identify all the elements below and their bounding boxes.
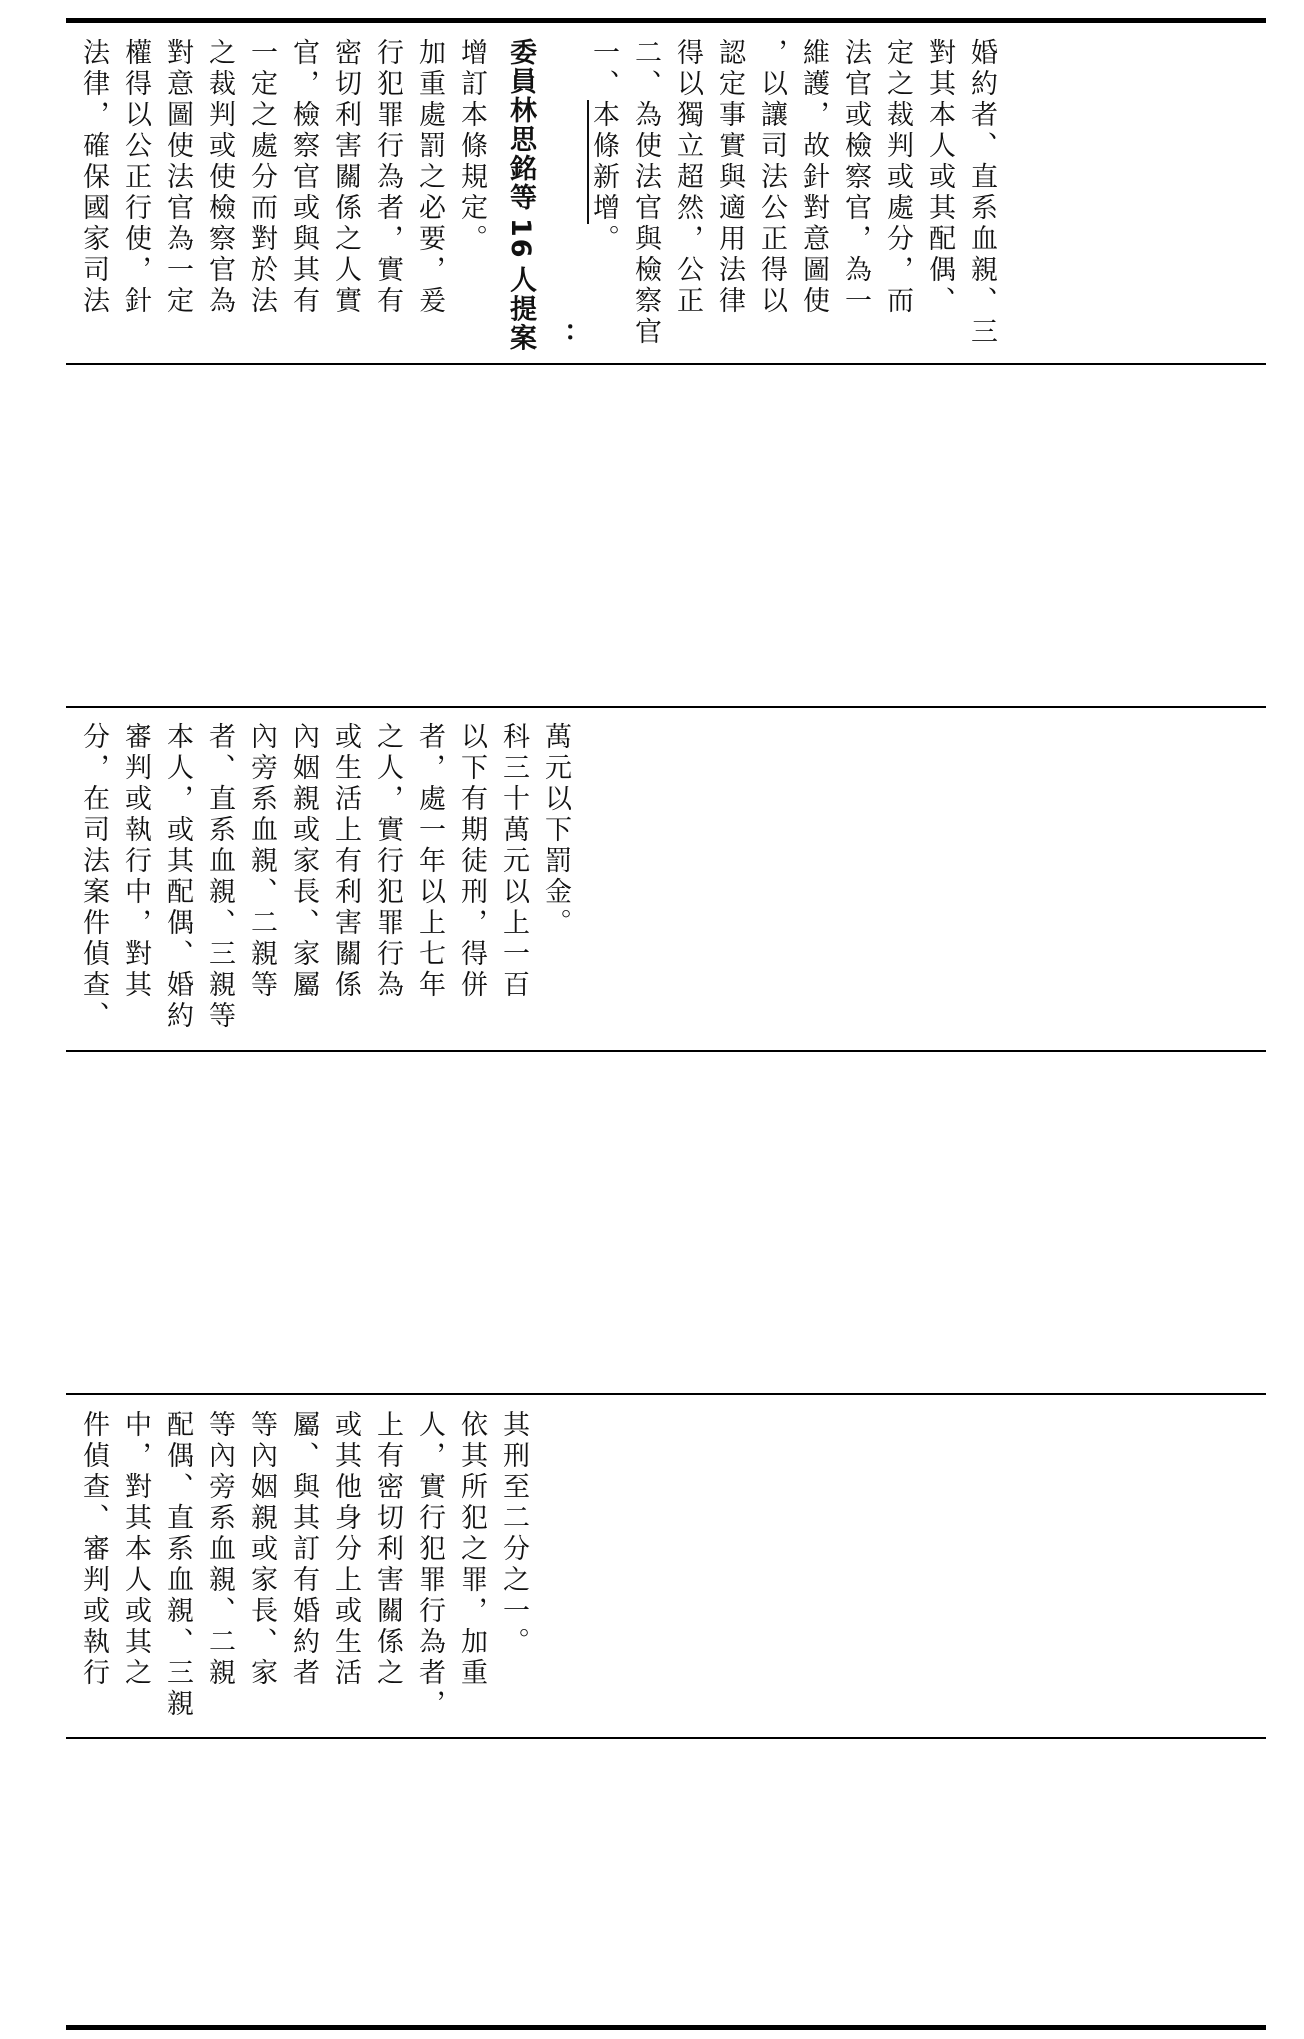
top-border-rule <box>66 18 1266 23</box>
note-item-1-prefix: 一、 <box>588 38 619 100</box>
text-column: 加重處罰之必要，爰 <box>414 38 445 317</box>
divider-rule-5 <box>66 1737 1266 1739</box>
text-column: 萬元以下罰金。 <box>540 722 571 939</box>
text-column: 維護，故針對意圖使 <box>798 38 829 317</box>
text-column: 依其所犯之罪，加重 <box>456 1410 487 1689</box>
text-column: 者、直系血親、三親等 <box>204 722 235 1032</box>
text-column: 等內旁系血親、二親 <box>204 1410 235 1689</box>
text-column: 二、為使法官與檢察官 <box>630 38 661 348</box>
proposer-count: 16 <box>505 218 536 260</box>
text-column: 對其本人或其配偶、 <box>924 38 955 317</box>
text-column: 法律，確保國家司法 <box>78 38 109 317</box>
text-column: 科三十萬元以上一百 <box>498 722 529 1001</box>
text-column: 內姻親或家長、家屬 <box>288 722 319 1001</box>
text-column: 得以獨立超然，公正 <box>672 38 703 317</box>
divider-rule-2 <box>66 706 1266 708</box>
text-column: 定之裁判或處分，而 <box>882 38 913 317</box>
text-column: 其刑至二分之一。 <box>498 1410 529 1658</box>
proposer-colon: ： <box>545 322 576 351</box>
text-column: 增訂本條規定。 <box>456 38 487 255</box>
text-column: 等內姻親或家長、家 <box>246 1410 277 1689</box>
text-column: 權得以公正行使，針 <box>120 38 151 317</box>
text-column: 以下有期徒刑，得併 <box>456 722 487 1001</box>
text-column: 本人，或其配偶、婚約 <box>162 722 193 1032</box>
text-column: 密切利害關係之人實 <box>330 38 361 317</box>
text-column: ，以讓司法公正得以 <box>756 38 787 317</box>
text-column: 人，實行犯罪行為者， <box>414 1410 445 1720</box>
note-item-1-underlined: 本條新增 <box>588 100 619 224</box>
text-column: 婚約者、直系血親、三 <box>966 38 997 348</box>
text-column: 或生活上有利害關係 <box>330 722 361 1001</box>
text-column: 之裁判或使檢察官為 <box>204 38 235 317</box>
proposer-heading <box>507 38 534 353</box>
text-column: 者，處一年以上七年 <box>414 722 445 1001</box>
divider-rule-4 <box>66 1393 1266 1395</box>
text-column: 認定事實與適用法律 <box>714 38 745 317</box>
proposer-heading-post: 人提案 <box>505 265 536 353</box>
text-column: 行犯罪行為者，實有 <box>372 38 403 317</box>
text-column: 之人，實行犯罪行為 <box>372 722 403 1001</box>
text-column: 中，對其本人或其之 <box>120 1410 151 1689</box>
note-item-1 <box>590 38 617 255</box>
text-column: 對意圖使法官為一定 <box>162 38 193 317</box>
text-column: 內旁系血親、二親等 <box>246 722 277 1001</box>
bottom-border-rule <box>66 2025 1266 2030</box>
proposer-heading-pre: 委員林思銘等 <box>505 38 536 212</box>
text-column: 配偶、直系血親、三親 <box>162 1410 193 1720</box>
text-column: 審判或執行中，對其 <box>120 722 151 1001</box>
text-column: 屬、與其訂有婚約者 <box>288 1410 319 1689</box>
note-item-1-suffix: 。 <box>588 224 619 255</box>
text-column: 官，檢察官或與其有 <box>288 38 319 317</box>
text-column: 一定之處分而對於法 <box>246 38 277 317</box>
text-column: 上有密切利害關係之 <box>372 1410 403 1689</box>
text-column: 或其他身分上或生活 <box>330 1410 361 1689</box>
text-column: 分，在司法案件偵查、 <box>78 722 109 1032</box>
divider-rule-1 <box>66 363 1266 365</box>
text-column: 法官或檢察官，為一 <box>840 38 871 317</box>
divider-rule-3 <box>66 1050 1266 1052</box>
text-column: 件偵查、審判或執行 <box>78 1410 109 1689</box>
